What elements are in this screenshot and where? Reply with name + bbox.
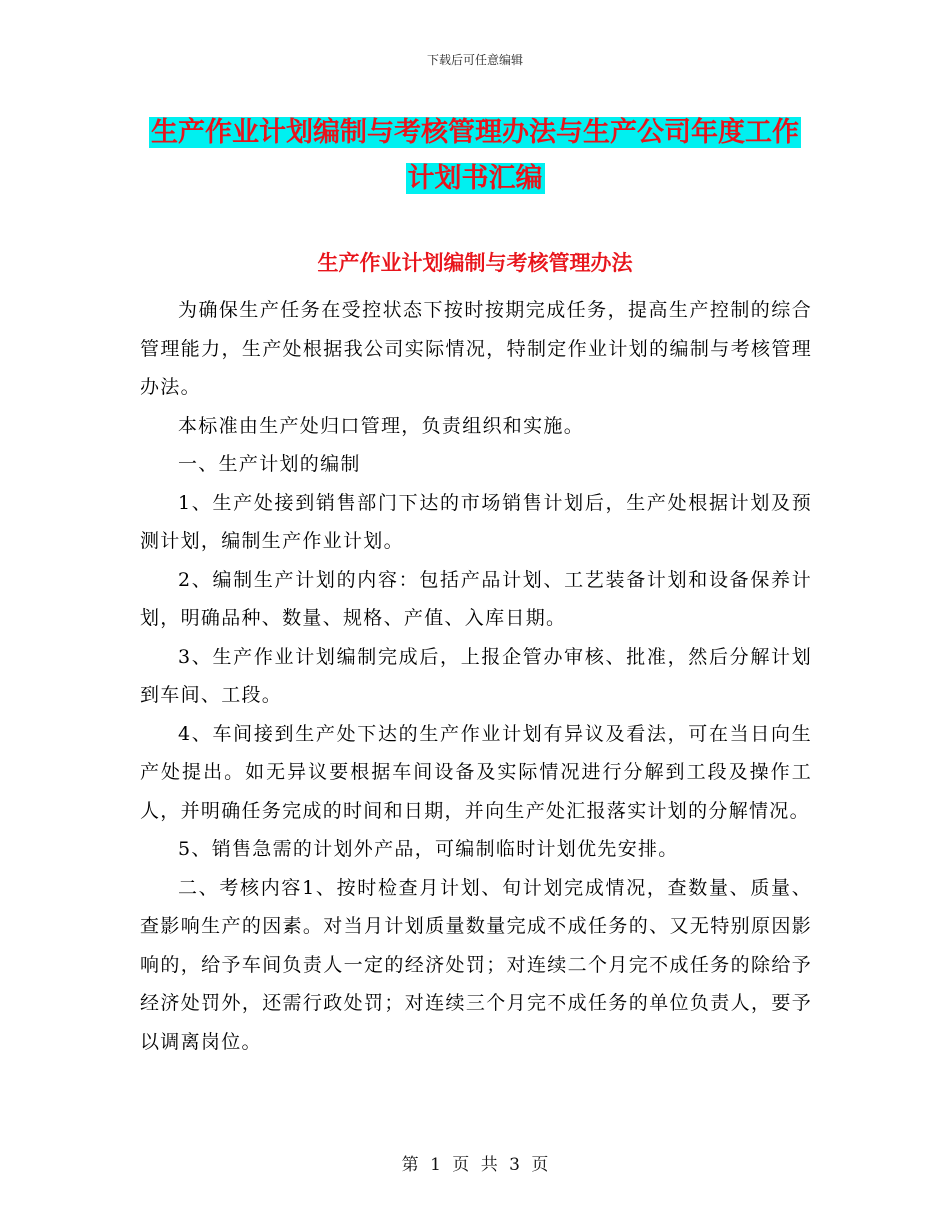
page-number: 第 1 页 共 3 页 — [401, 1155, 549, 1175]
document-title — [140, 110, 810, 202]
section-title: 生产作业计划编制与考核管理办法 — [317, 251, 633, 275]
paragraph-responsibility: 本标准由生产处归口管理，负责组织和实施。 — [178, 414, 585, 437]
heading-plan-compilation: 一、生产计划的编制 — [178, 453, 361, 475]
paragraph-item-4: 4、车间接到生产处下达的生产作业计划有异议及看法，可在当日向生产处提出。如无异议要根据车间设备及实际情况进行分解到工段及操作工人，并明确任务完成的时间和日期，并向生产处汇报落实计划的分解情况。 — [140, 722, 812, 822]
paragraph-item-1: 1、生产处接到销售部门下达的市场销售计划后，生产处根据计划及预测计划，编制生产作业计划。 — [140, 491, 812, 552]
paragraph-item-2: 2、编制生产计划的内容：包括产品计划、工艺装备计划和设备保养计划，明确品种、数量、规格、产值、入库日期。 — [140, 568, 812, 629]
paragraph-intro: 为确保生产任务在受控状态下按时按期完成任务，提高生产控制的综合管理能力，生产处根据我公司实际情况，特制定作业计划的编制与考核管理办法。 — [140, 299, 812, 398]
page-header-note: 下载后可任意编辑 — [426, 53, 523, 67]
paragraph-item-5: 5、销售急需的计划外产品，可编制临时计划优先安排。 — [178, 838, 679, 860]
document-title-text: 生产作业计划编制与考核管理办法与生产公司年度工作计划书汇编 — [151, 117, 799, 194]
paragraph-assessment: 二、考核内容1、按时检查月计划、旬计划完成情况，查数量、质量、查影响生产的因素。对当月计划质量数量完成不成任务的、又无特别原因影响的，给予车间负责人一定的经济处罚；对连续二个月完不成任务的除给予经济处罚外，还需行政处罚；对连续三个月完不成任务的单位负责人，要予以调离岗位。 — [140, 876, 812, 1053]
document-body — [140, 291, 812, 1061]
paragraph-item-3: 3、生产作业计划编制完成后，上报企管办审核、批准，然后分解计划到车间、工段。 — [140, 645, 812, 706]
